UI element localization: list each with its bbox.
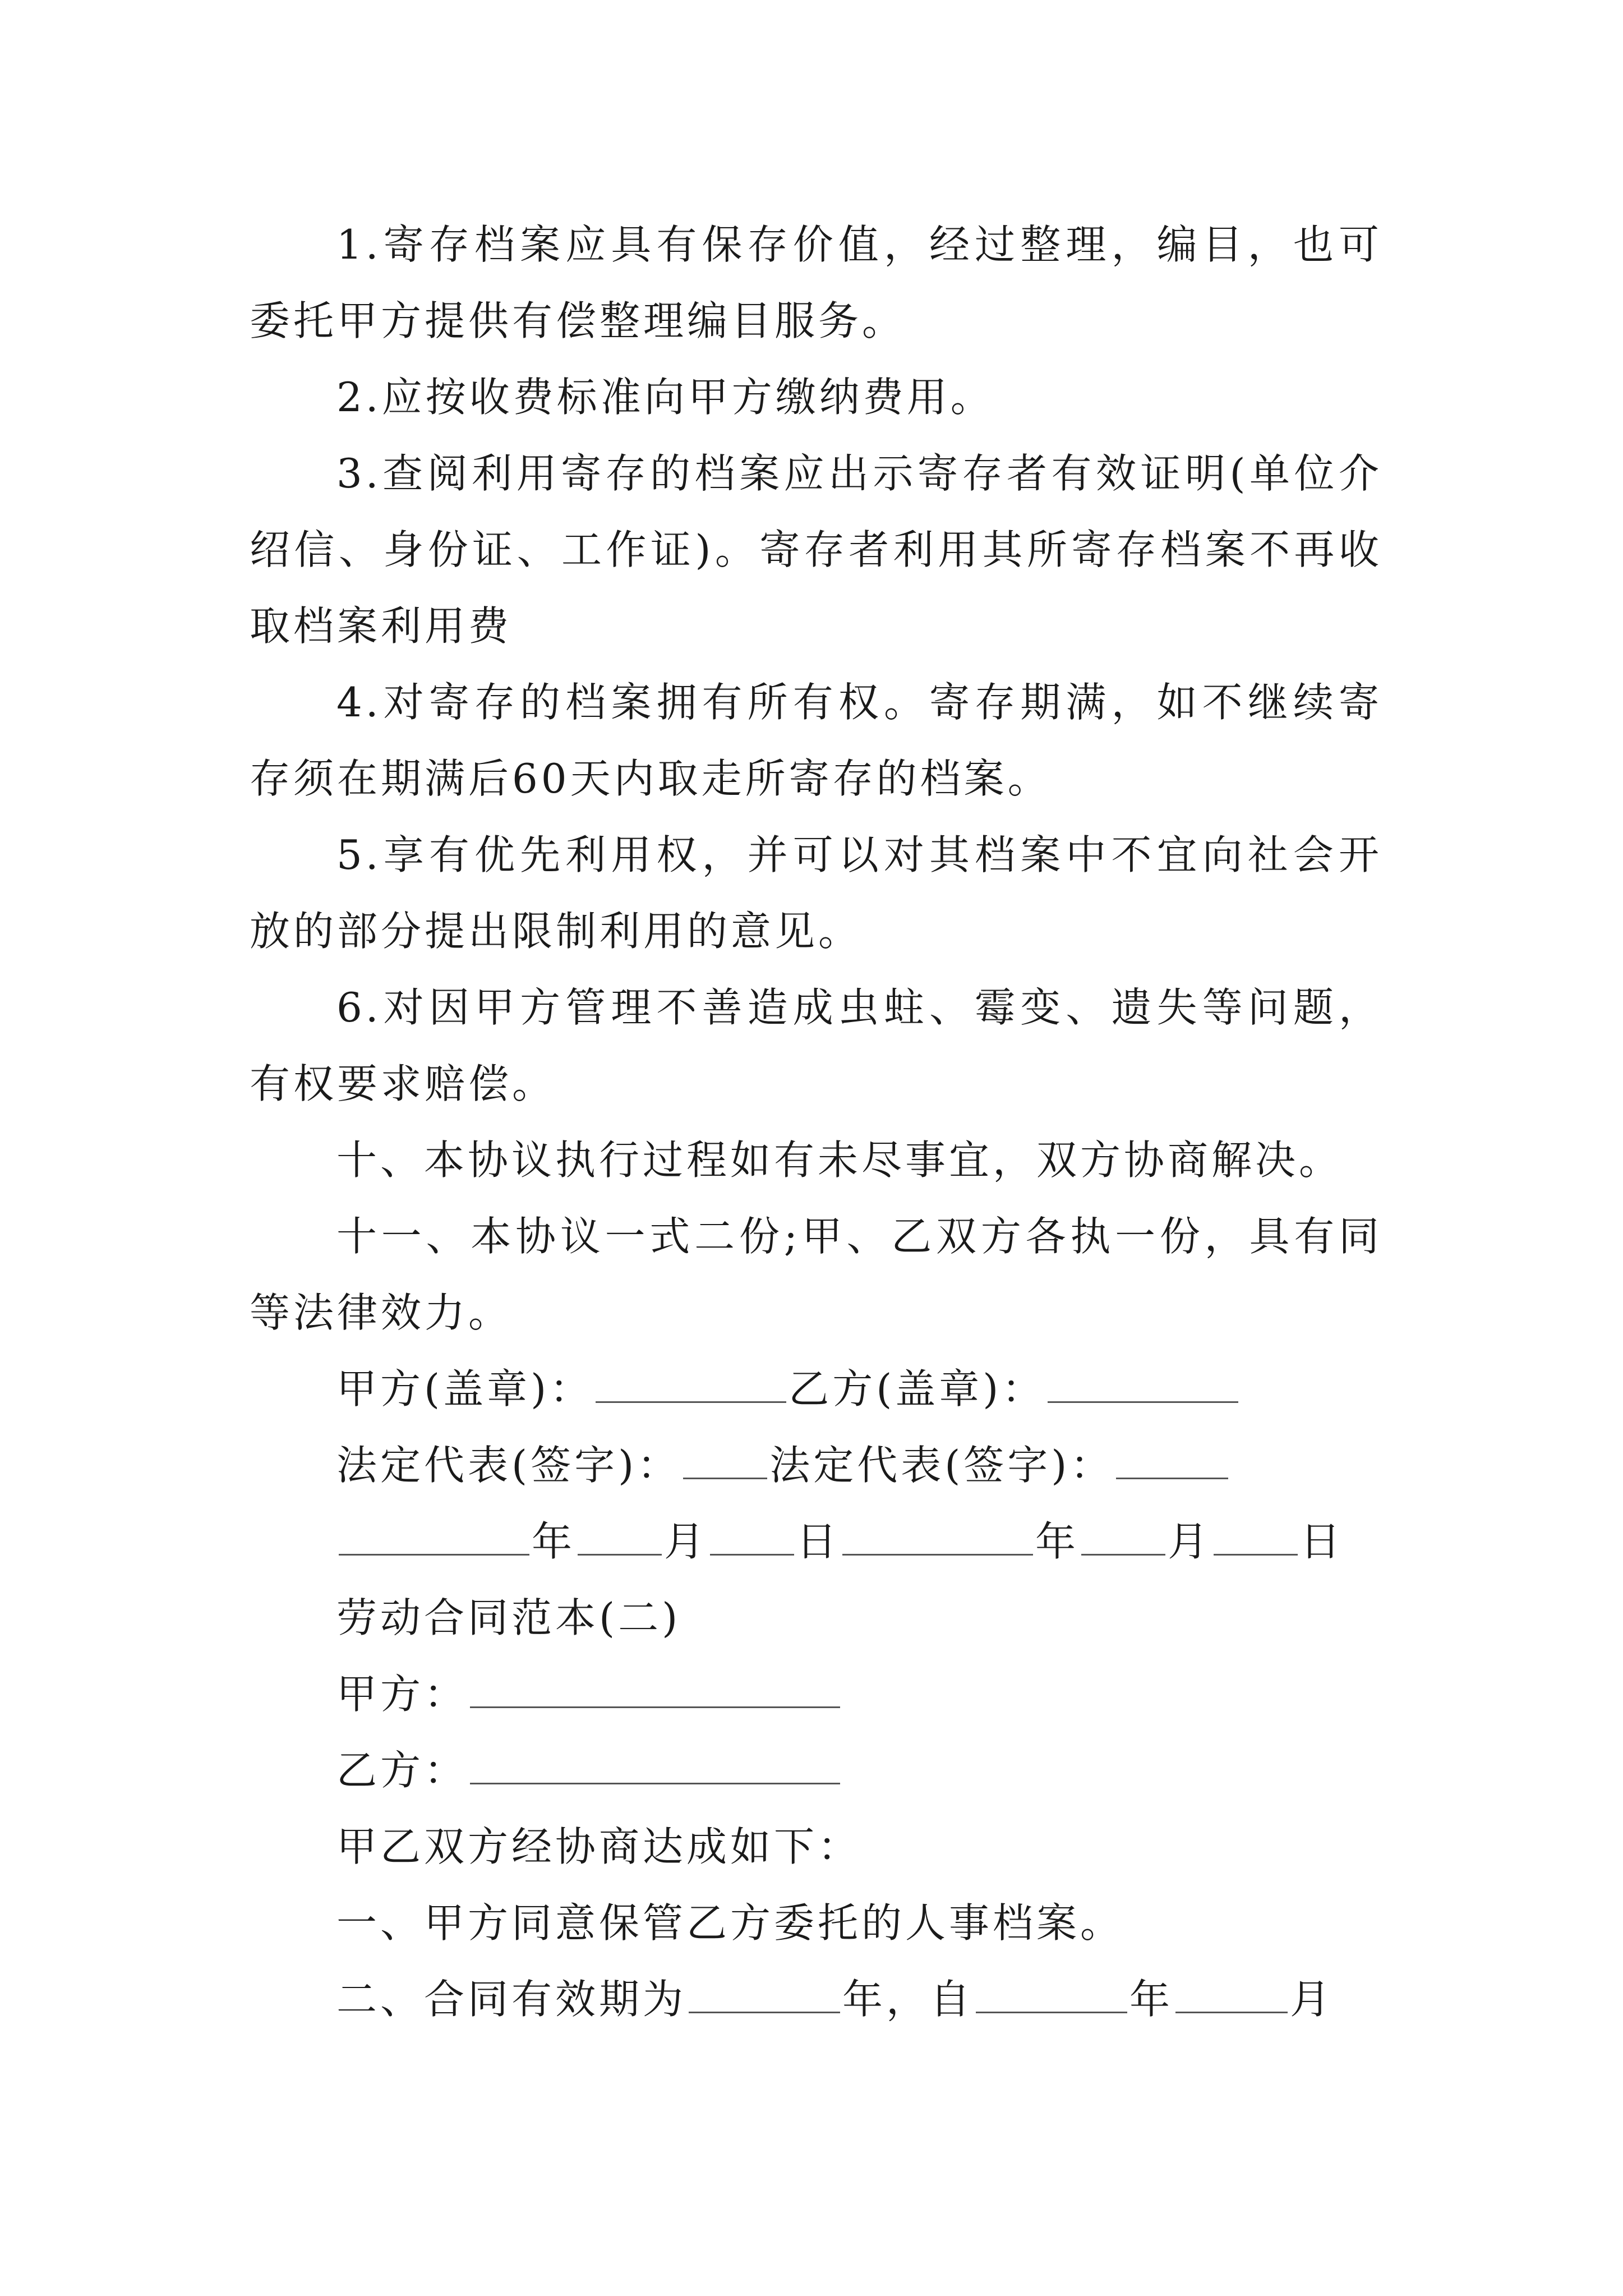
party-a-seal-label: 甲方(盖章)： (336, 1365, 594, 1412)
date-a-year-label: 年 (532, 1518, 576, 1565)
clause2-start-year-blank[interactable] (976, 1972, 1127, 2013)
second-party-a-line (250, 1656, 1382, 1732)
second-clause-1: 一、甲方同意保管乙方委托的人事档案。 (336, 1899, 1124, 1947)
rep-b-label: 法定代表(签字)： (769, 1442, 1114, 1489)
clause2-start: 二、合同有效期为 (336, 1976, 687, 2023)
paragraph-2: 2.应按收费标准向甲方缴纳费用。 (336, 374, 994, 421)
date-a-year-blank[interactable] (339, 1515, 529, 1556)
date-b-year-label: 年 (1035, 1518, 1080, 1565)
second-party-a-label: 甲方： (336, 1671, 468, 1718)
party-b-seal-blank[interactable] (1048, 1362, 1238, 1403)
second-party-b-label: 乙方： (336, 1747, 468, 1794)
document-body (250, 206, 1382, 2037)
second-party-b-blank[interactable] (470, 1743, 840, 1784)
paragraph-1: 1.寄存档案应具有保存价值，经过整理，编目，也可委托甲方提供有偿整理编目服务。 (250, 221, 1382, 344)
paragraph-3: 3.查阅利用寄存的档案应出示寄存者有效证明(单位介绍信、身份证、工作证)。寄存者利用其所寄存档案不再收取档案利用费 (250, 450, 1382, 650)
date-b-year-blank[interactable] (842, 1515, 1033, 1556)
paragraph-6: 6.对因甲方管理不善造成虫蛀、霉变、遗失等问题，有权要求赔偿。 (250, 984, 1382, 1107)
second-clause-2 (250, 1961, 1382, 2037)
rep-b-blank[interactable] (1116, 1438, 1228, 1479)
party-b-seal-label: 乙方(盖章)： (789, 1365, 1046, 1412)
rep-a-blank[interactable] (683, 1438, 767, 1479)
rep-a-label: 法定代表(签字)： (336, 1442, 681, 1489)
date-line (250, 1503, 1382, 1580)
date-b-day-blank[interactable] (1214, 1515, 1298, 1556)
paragraph-clause-11: 十一、本协议一式二份;甲、乙双方各执一份，具有同等法律效力。 (250, 1213, 1382, 1336)
date-b-month-blank[interactable] (1081, 1515, 1165, 1556)
second-party-a-blank[interactable] (470, 1667, 840, 1708)
date-a-month-label: 月 (664, 1518, 708, 1565)
seal-line (250, 1351, 1382, 1427)
party-a-seal-blank[interactable] (596, 1362, 786, 1403)
paragraph-4: 4.对寄存的档案拥有所有权。寄存期满，如不继续寄存须在期满后60天内取走所寄存的档案。 (250, 679, 1382, 802)
date-b-month-label: 月 (1168, 1518, 1212, 1565)
paragraph-5: 5.享有优先利用权，并可以对其档案中不宜向社会开放的部分提出限制利用的意见。 (250, 831, 1382, 955)
second-party-b-line (250, 1732, 1382, 1809)
clause2-years-blank[interactable] (689, 1972, 840, 2013)
representative-line (250, 1427, 1382, 1503)
clause2-month-blank[interactable] (1175, 1972, 1288, 2013)
paragraph-clause-10: 十、本协议执行过程如有未尽事宜，双方协商解决。 (336, 1137, 1343, 1184)
second-contract-title: 劳动合同范本(二) (336, 1594, 681, 1641)
second-intro: 甲乙双方经协商达成如下： (336, 1823, 862, 1870)
clause2-year-from: 年，自 (842, 1976, 974, 2023)
date-b-day-label: 日 (1300, 1518, 1344, 1565)
date-a-month-blank[interactable] (578, 1515, 662, 1556)
date-a-day-blank[interactable] (710, 1515, 794, 1556)
clause2-year-label: 年 (1129, 1976, 1174, 2023)
clause2-month-label: 月 (1290, 1976, 1334, 2023)
date-a-day-label: 日 (796, 1518, 841, 1565)
